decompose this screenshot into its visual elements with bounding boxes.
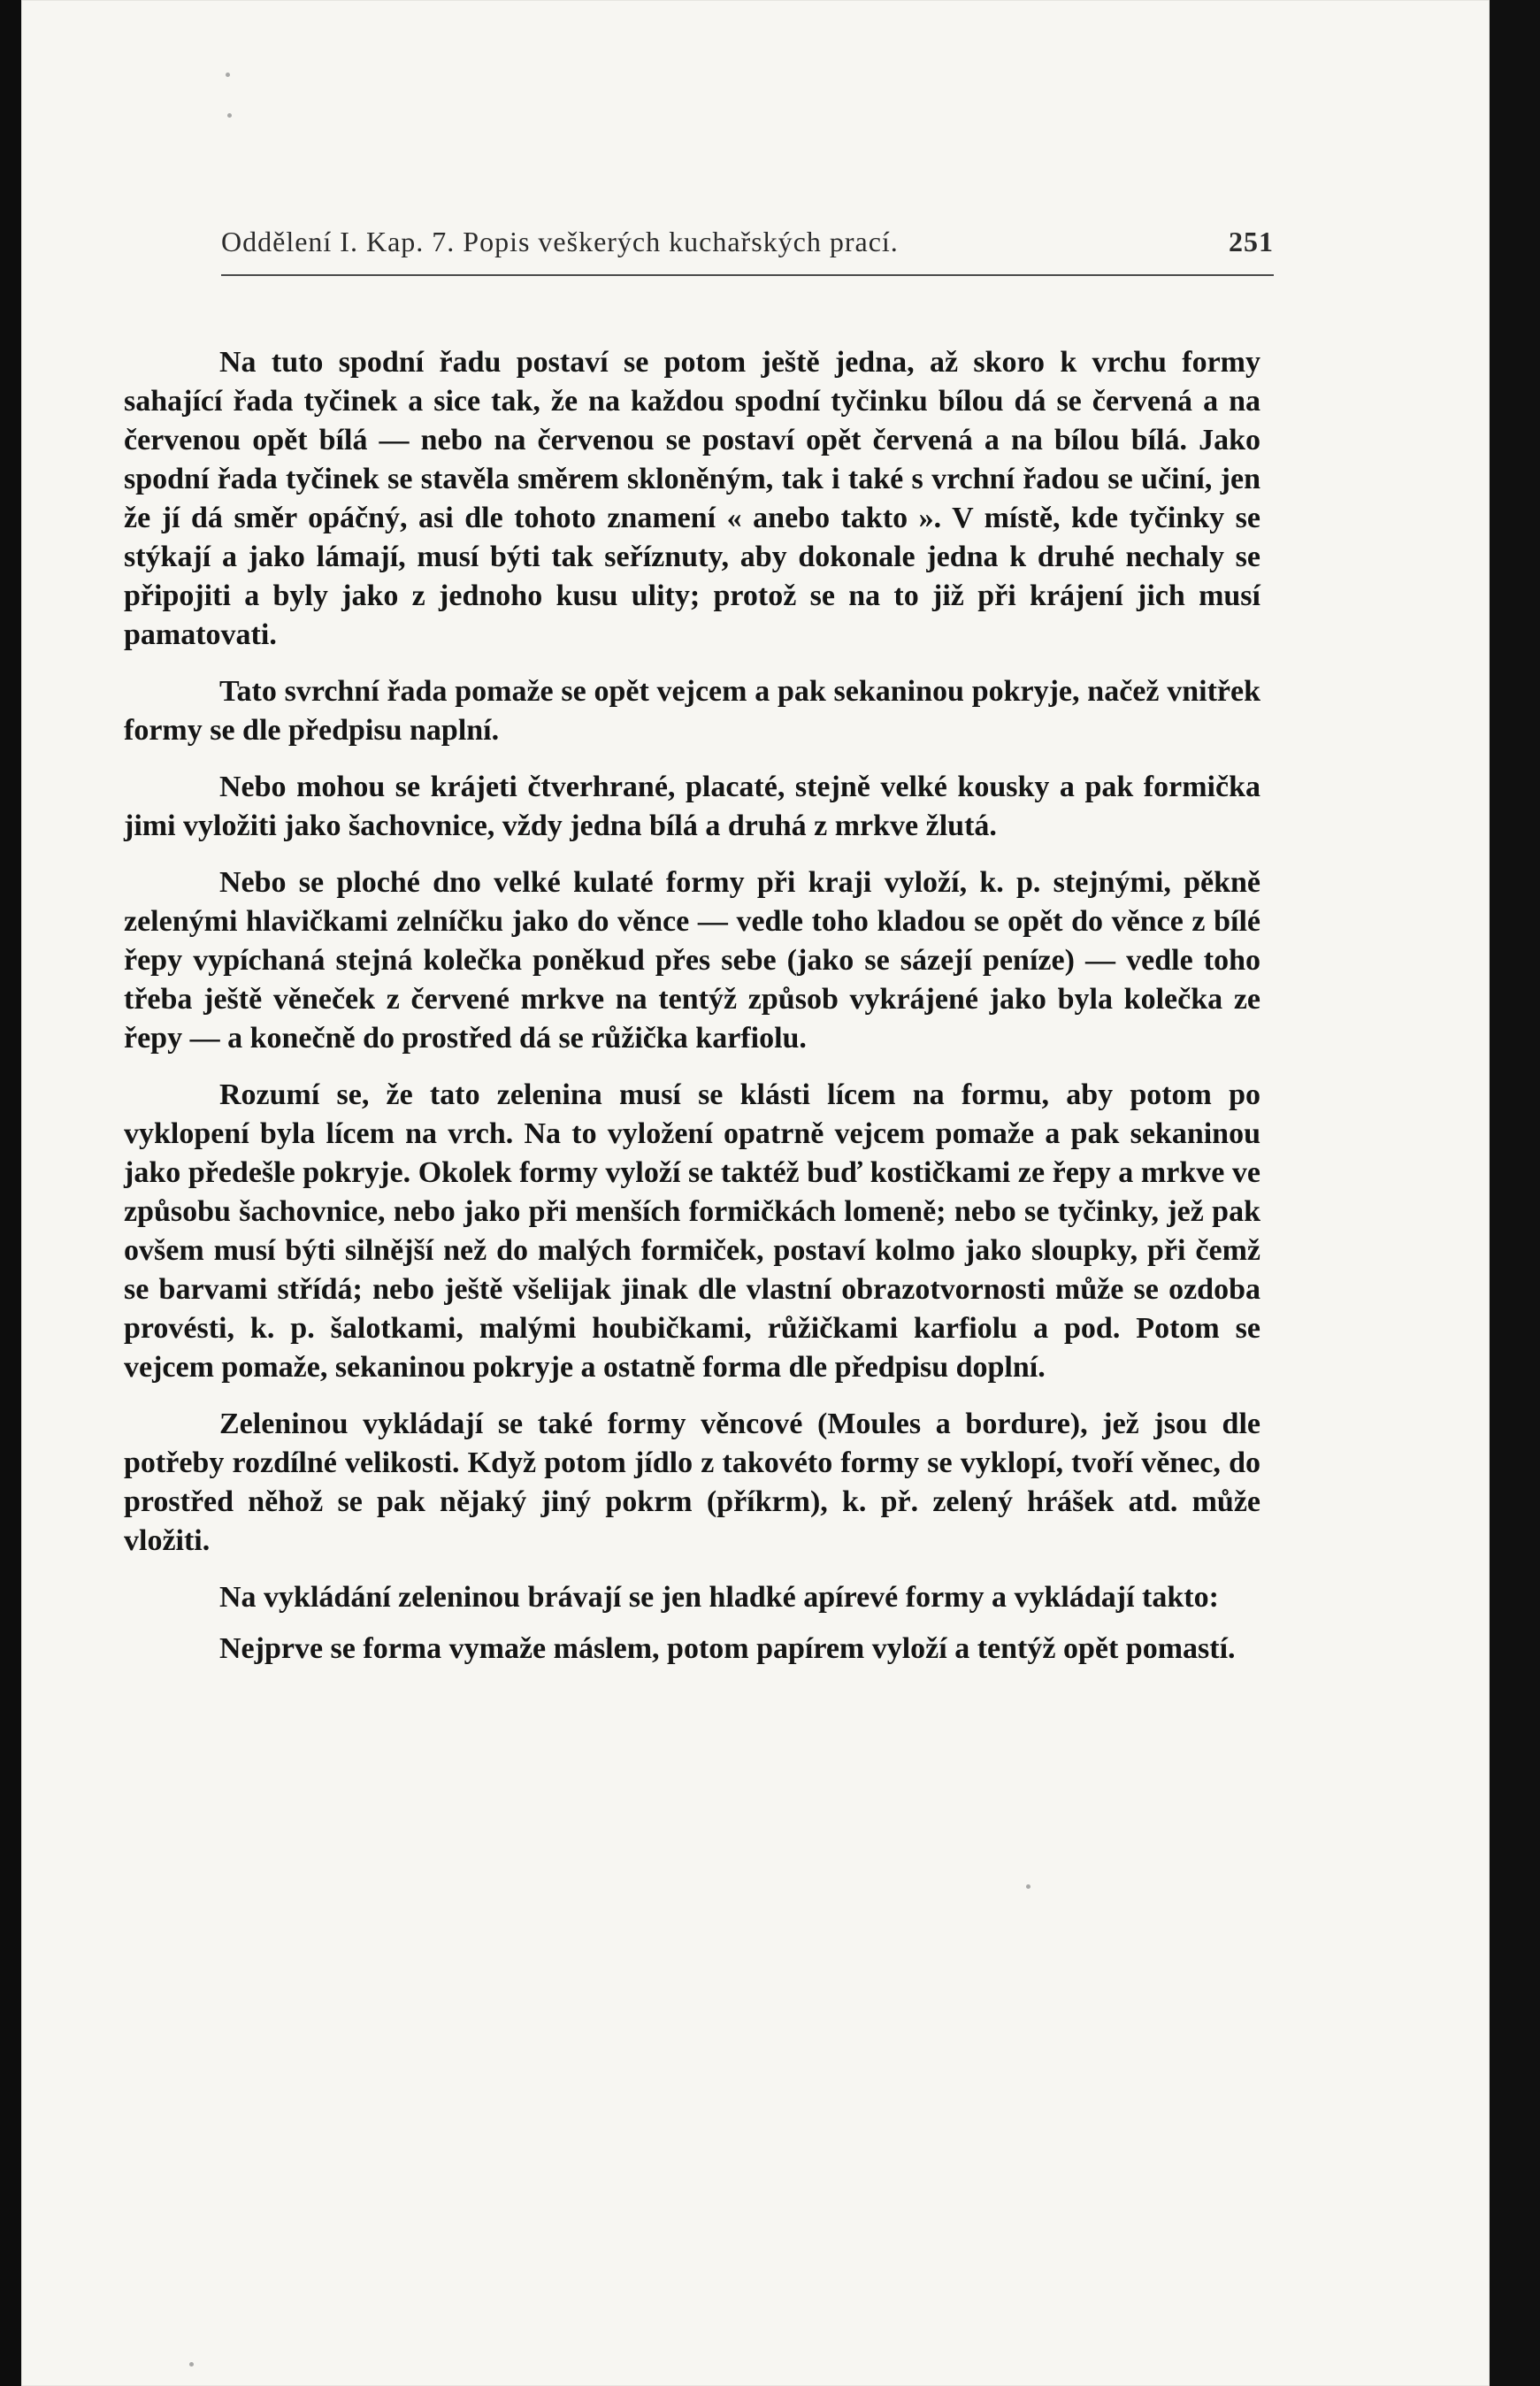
scan-speck: [189, 2362, 194, 2367]
paragraph-8: Nejprve se forma vymaže máslem, potom papírem vyloží a tentýž opět pomastí.: [219, 1632, 1236, 1665]
page-number: 251: [1229, 226, 1274, 257]
paragraph-1: Na tuto spodní řadu postaví se potom ještě jedna, až skoro k vrchu formy sahající řada tyčinek a sice tak, že na každou spodní tyčinku bílou dá se červená a na červenou opět bílá — nebo na červenou se postaví opět červená a na bílou bílá. Jako spodní řada tyčinek se stavěla směrem skloněným, tak i také s vrchní řadou se učiní, jen že jí dá směr opáčný, asi dle tohoto znamení « anebo takto ». V místě, kde tyčinky se stýkají a jako lámají, musí býti tak seříznuty, aby dokonale jedna k druhé nechaly se připojiti a byly jako z jednoho kusu ulity; protož se na to již při krájení jich musí pamatovati.: [124, 346, 1260, 651]
paragraph-5: Rozumí se, že tato zelenina musí se klásti lícem na formu, aby potom po vyklopení byla lícem na vrch. Na to vyložení opatrně vejcem pomaže a pak sekaninou jako předešle pokryje. Okolek formy vyloží se taktéž buď kostičkami ze řepy a mrkve ve způsobu šachovnice, nebo jako při menších formičkách lomeně; nebo se tyčinky, jež pak ovšem musí býti silnější než do malých formiček, postaví kolmo jako sloupky, při čemž se barvami střídá; nebo ještě všelijak jinak dle vlastní obrazotvornosti může se ozdoba provésti, k. p. šalotkami, malými houbičkami, růžičkami karfiolu a pod. Potom se vejcem pomaže, sekaninou pokryje a ostatně forma dle předpisu doplní.: [124, 1078, 1260, 1384]
scan-speck: [1026, 1884, 1030, 1889]
paragraph-6: Zeleninou vykládají se také formy věncové (Moules a bordure), jež jsou dle potřeby rozdílné velikosti. Když potom jídlo z takovéto formy se vyklopí, tvoří věnec, do prostřed něhož se pak nějaký jiný pokrm (příkrm), k. př. zelený hrášek atd. může vložiti.: [124, 1408, 1260, 1557]
page-body: [124, 343, 1260, 1686]
paragraph-3: Nebo mohou se krájeti čtverhrané, placaté, stejně velké kousky a pak formička jimi vyložiti jako šachovnice, vždy jedna bílá a druhá z mrkve žlutá.: [124, 771, 1260, 842]
paragraph-2: Tato svrchní řada pomaže se opět vejcem a pak sekaninou pokryje, načež vnitřek formy se dle předpisu naplní.: [124, 675, 1260, 747]
header-rule: [221, 274, 1274, 276]
scan-border: [1490, 0, 1540, 2386]
paragraph-4: Nebo se ploché dno velké kulaté formy při kraji vyloží, k. p. stejnými, pěkně zelenými hlavičkami zelníčku jako do věnce — vedle toho kladou se opět do věnce z bílé řepy vypíchaná stejná kolečka poněkud přes sebe (jako se sázejí peníze) — vedle toho třeba ještě věneček z červené mrkve na tentýž způsob vykrájené jako byla kolečka ze řepy — a konečně do prostřed dá se růžička karfiolu.: [124, 866, 1260, 1055]
running-header: [221, 226, 1274, 272]
paragraph-7: Na vykládání zeleninou brávají se jen hladké apírevé formy a vykládají takto:: [219, 1581, 1219, 1614]
scan-speck: [227, 113, 232, 118]
header-title: Oddělení I. Kap. 7. Popis veškerých kuchařských prací.: [221, 226, 899, 257]
scan-speck: [226, 73, 230, 77]
